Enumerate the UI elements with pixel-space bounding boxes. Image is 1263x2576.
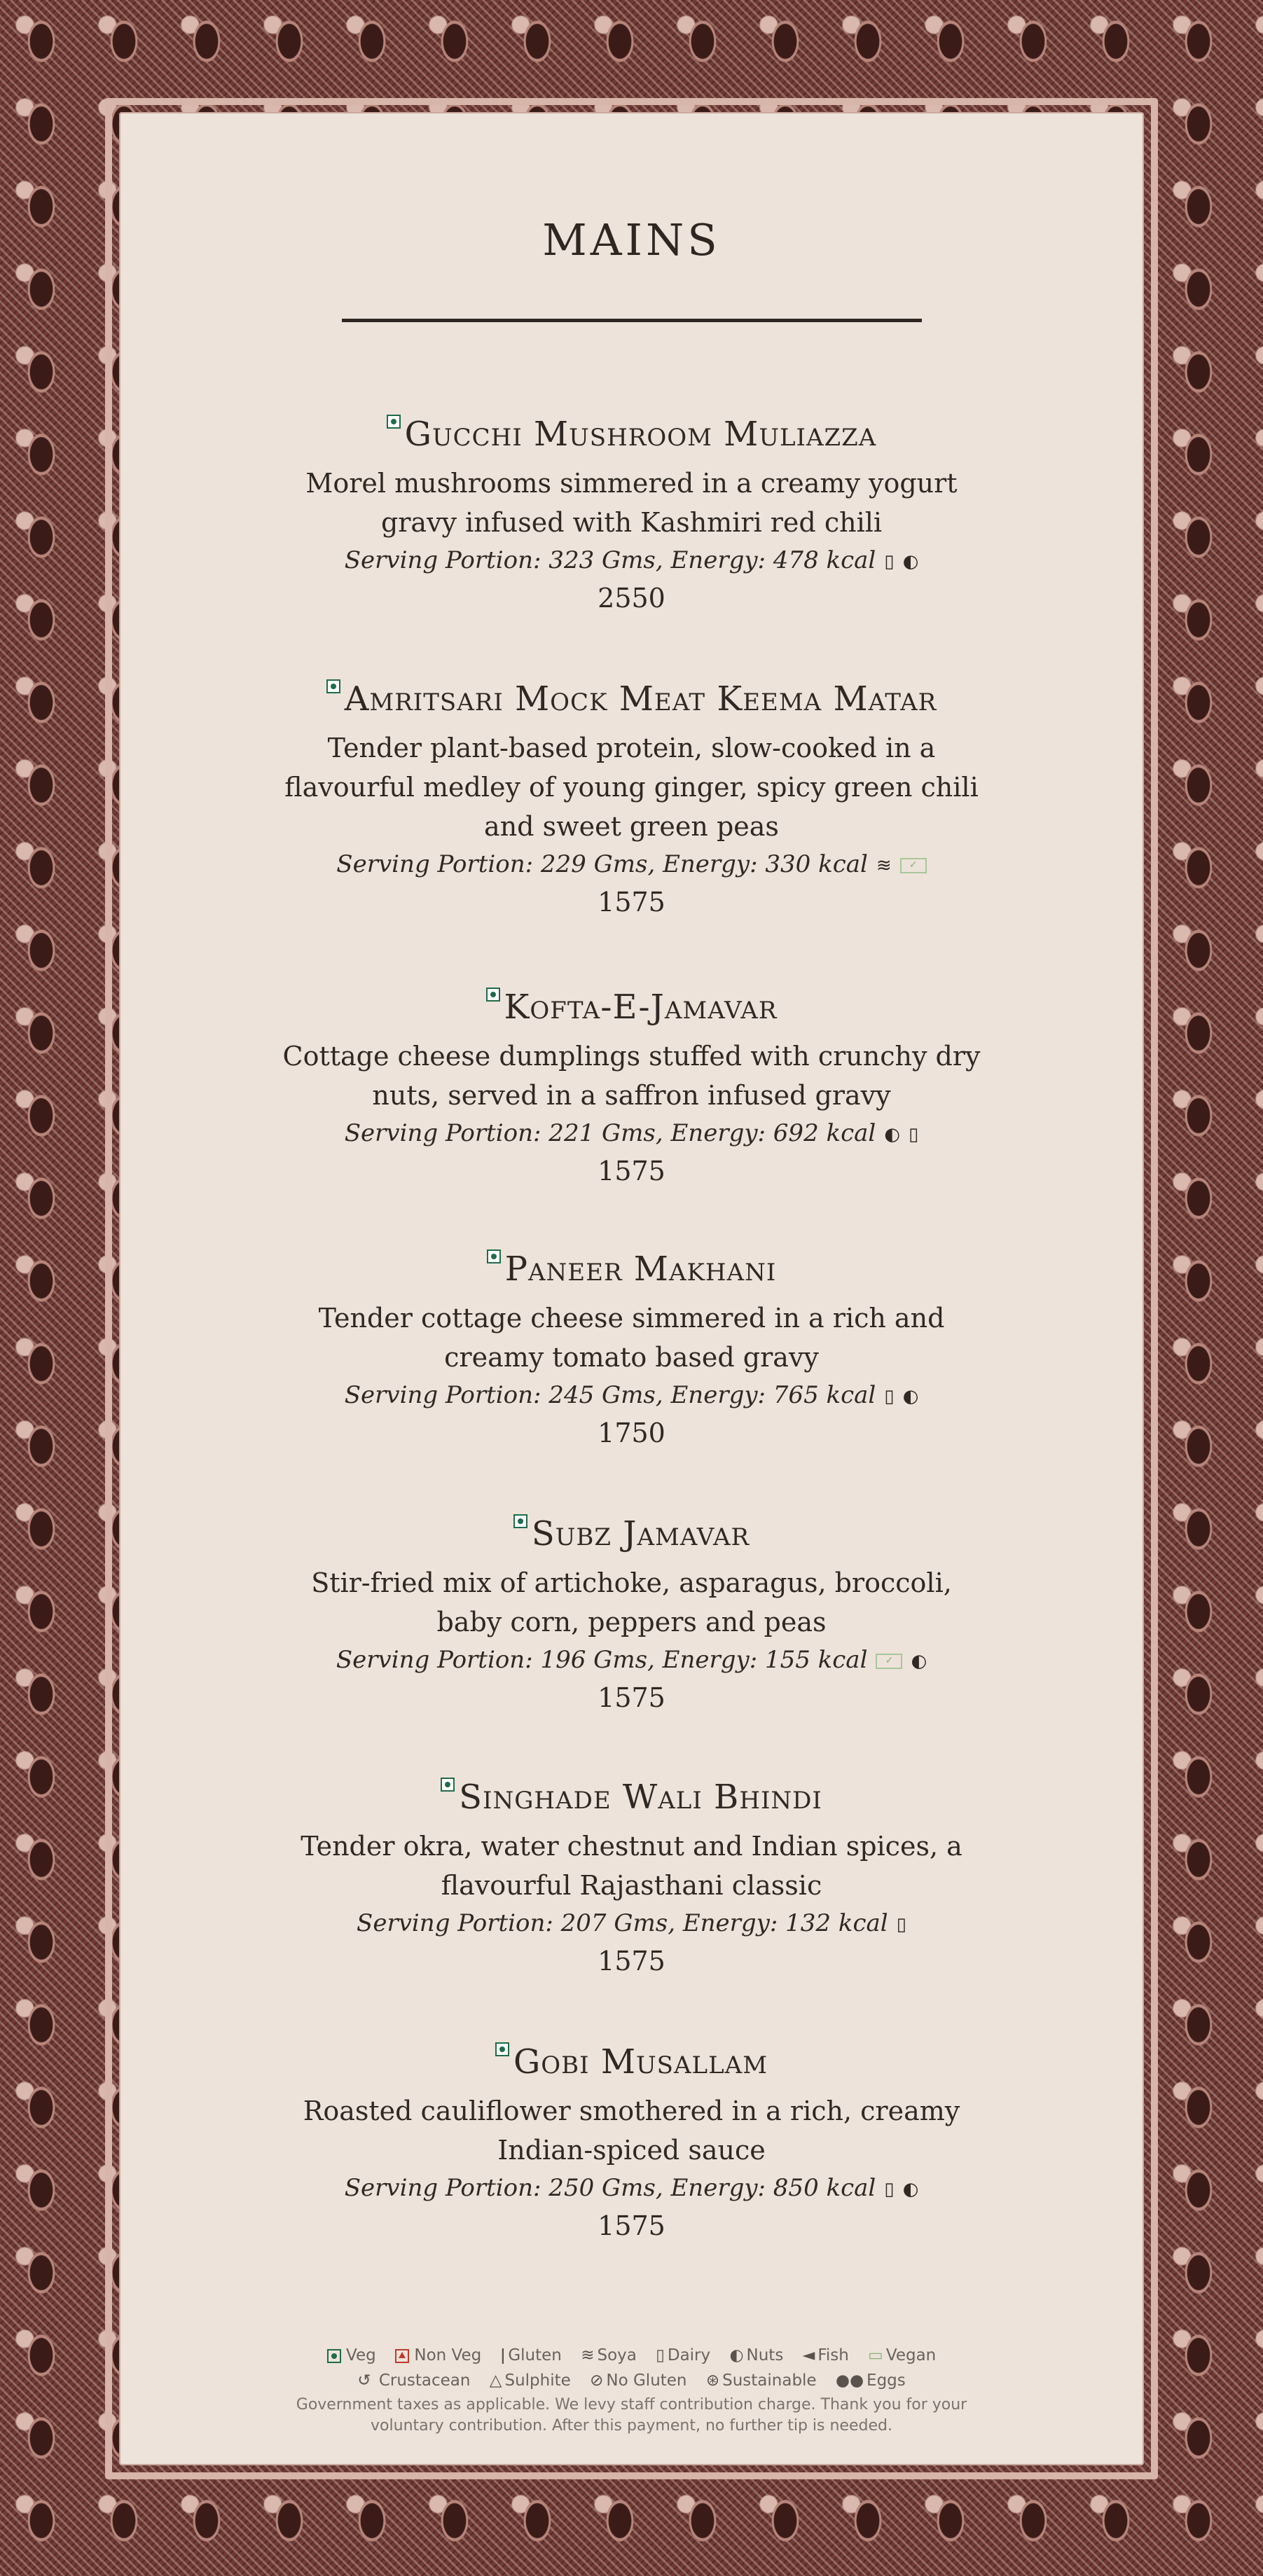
- nuts-icon: ◐: [902, 551, 919, 572]
- item-description: Stir-fried mix of artichoke, asparagus, broccoli, baby corn, peppers and peas: [311, 1567, 952, 1637]
- item-portion: [0, 1116, 1263, 1151]
- item-name-row: [513, 1513, 750, 1555]
- item-description: Roasted cauliflower smothered in a rich, creamy Indian-spiced sauce: [303, 2096, 960, 2166]
- item-portion: [0, 1643, 1263, 1678]
- legend-label: Soya: [597, 2346, 637, 2364]
- item-name-row: [326, 678, 937, 720]
- portion-text: Serving Portion: 196 Gms, Energy: 155 kcal: [336, 1646, 868, 1674]
- veg-icon: [327, 2349, 341, 2363]
- veg-icon: [487, 1249, 501, 1263]
- item-portion: [0, 2171, 1263, 2206]
- item-name: Kofta-E-Jamavar: [504, 988, 778, 1027]
- item-description: Tender okra, water chestnut and Indian spices, a flavourful Rajasthani classic: [301, 1831, 962, 1901]
- legend-label: Nuts: [746, 2346, 784, 2364]
- legend-soya: [581, 2346, 637, 2364]
- item-price: 2550: [598, 583, 665, 614]
- item-name-row: [486, 986, 778, 1028]
- item-portion: [0, 1906, 1263, 1941]
- legend-no-gluten: [590, 2371, 686, 2390]
- legend-vegan: [868, 2346, 936, 2364]
- soya-icon: ≋: [581, 2346, 595, 2364]
- item-portion: [0, 1378, 1263, 1413]
- item-description: Morel mushrooms simmered in a creamy yogurt gravy infused with Kashmiri red chili: [305, 468, 958, 538]
- portion-text: Serving Portion: 245 Gms, Energy: 765 kcal: [344, 1381, 876, 1409]
- item-price: 1750: [598, 1418, 665, 1448]
- legend-crustacean: [357, 2371, 470, 2390]
- nuts-icon: ◐: [902, 1386, 919, 1407]
- legend-eggs: [836, 2371, 906, 2390]
- legend-non-veg: [395, 2346, 481, 2364]
- legend-label: Fish: [817, 2346, 849, 2364]
- item-description: Tender cottage cheese simmered in a rich and creamy tomato based gravy: [318, 1303, 945, 1373]
- portion-text: Serving Portion: 323 Gms, Energy: 478 kcal: [344, 546, 876, 574]
- item-name: Amritsari Mock Meat Keema Matar: [344, 679, 937, 719]
- veg-icon: [326, 679, 340, 693]
- menu-item: [0, 1248, 1263, 1453]
- legend-label: Non Veg: [414, 2346, 482, 2364]
- menu-item: [0, 986, 1263, 1191]
- legend-sustainable: [706, 2371, 817, 2390]
- legend-nuts: [729, 2346, 783, 2364]
- portion-text: Serving Portion: 207 Gms, Energy: 132 kcal: [357, 1909, 888, 1937]
- dairy-icon: ▯: [884, 2179, 895, 2200]
- item-name-row: [495, 2041, 768, 2083]
- menu-item: [0, 1776, 1263, 1981]
- item-name: Singhade Wali Bhindi: [459, 1778, 822, 1817]
- heading-rule: [342, 319, 922, 322]
- portion-text: Serving Portion: 250 Gms, Energy: 850 kcal: [344, 2174, 876, 2202]
- legend-label: Sustainable: [722, 2371, 817, 2390]
- legend-label: No Gluten: [606, 2371, 687, 2390]
- veg-icon: [387, 415, 401, 429]
- item-portion: [0, 543, 1263, 579]
- item-name: Gucchi Mushroom Muliazza: [404, 415, 877, 454]
- veg-icon: [495, 2042, 509, 2056]
- item-name-row: [387, 413, 877, 455]
- legend-label: Eggs: [867, 2371, 906, 2390]
- item-price: 1575: [598, 1156, 665, 1186]
- legend-fish: [803, 2346, 849, 2364]
- item-name: Subz Jamavar: [531, 1514, 750, 1553]
- legend-veg: [327, 2346, 376, 2364]
- item-description: Tender plant-based protein, slow-cooked in a flavourful medley of young ginger, spicy green chili and sweet green peas: [284, 733, 979, 842]
- menu-item: [0, 413, 1263, 618]
- section-heading: MAINS: [542, 214, 721, 265]
- item-name: Paneer Makhani: [504, 1249, 777, 1289]
- crustacean-icon: ↺: [357, 2371, 371, 2390]
- eggs-icon: ●●: [835, 2371, 864, 2390]
- tax-note: Government taxes as applicable. We levy staff contribution charge. Thank you for your voluntary contribution. After this payment, no further tip is needed.: [296, 2396, 967, 2435]
- legend-label: Dairy: [667, 2346, 711, 2364]
- nuts-icon: ◐: [911, 1651, 927, 1672]
- veg-icon: [513, 1514, 527, 1528]
- legend-label: Crustacean: [378, 2371, 471, 2390]
- menu-item: [0, 678, 1263, 922]
- legend-label: Veg: [346, 2346, 376, 2364]
- item-name-row: [487, 1248, 777, 1290]
- item-price: 1575: [598, 887, 665, 917]
- legend-row-2: [0, 2368, 1263, 2393]
- veg-icon: [441, 1778, 455, 1792]
- legend-sulphite: [490, 2371, 571, 2390]
- nuts-icon: ◐: [729, 2346, 744, 2364]
- vegan-icon: ✓: [876, 1654, 902, 1669]
- item-name-row: [441, 1776, 822, 1818]
- item-price: 1575: [598, 1682, 665, 1713]
- nuts-icon: ◐: [902, 2179, 919, 2200]
- item-description: Cottage cheese dumplings stuffed with crunchy dry nuts, served in a saffron infused gravy: [282, 1041, 981, 1111]
- legend-label: Vegan: [885, 2346, 937, 2364]
- legend-label: Gluten: [508, 2346, 562, 2364]
- soya-icon: ≋: [876, 855, 892, 876]
- menu-item: [0, 2041, 1263, 2245]
- legend-label: Sulphite: [504, 2371, 571, 2390]
- portion-text: Serving Portion: 229 Gms, Energy: 330 kcal: [336, 850, 868, 878]
- item-price: 1575: [598, 1946, 665, 1976]
- dairy-icon: ▯: [884, 551, 895, 572]
- legend-row-1: [0, 2343, 1263, 2368]
- item-portion: [0, 847, 1263, 882]
- veg-icon: [486, 988, 500, 1002]
- portion-text: Serving Portion: 221 Gms, Energy: 692 kcal: [344, 1119, 876, 1147]
- no-gluten-icon: ⊘: [590, 2371, 604, 2390]
- fish-icon: ◄: [802, 2346, 815, 2364]
- gluten-icon: ǀ: [500, 2346, 506, 2364]
- nuts-icon: ◐: [884, 1124, 900, 1145]
- non-veg-icon: [395, 2349, 409, 2363]
- item-price: 1575: [598, 2210, 665, 2241]
- dairy-icon: ▯: [884, 1386, 895, 1407]
- dairy-icon: ▯: [908, 1124, 919, 1145]
- vegan-icon: ▭: [868, 2346, 883, 2364]
- legend-gluten: [501, 2346, 562, 2364]
- sulphite-icon: △: [489, 2371, 502, 2390]
- item-name: Gobi Musallam: [513, 2042, 768, 2082]
- dairy-icon: ▯: [656, 2346, 665, 2364]
- vegan-icon: ✓: [900, 858, 927, 873]
- legend-dairy: [656, 2346, 710, 2364]
- dairy-icon: ▯: [896, 1914, 906, 1935]
- allergen-legend: [0, 2343, 1263, 2437]
- menu-item: [0, 1513, 1263, 1717]
- sustainable-icon: ⊛: [705, 2371, 720, 2390]
